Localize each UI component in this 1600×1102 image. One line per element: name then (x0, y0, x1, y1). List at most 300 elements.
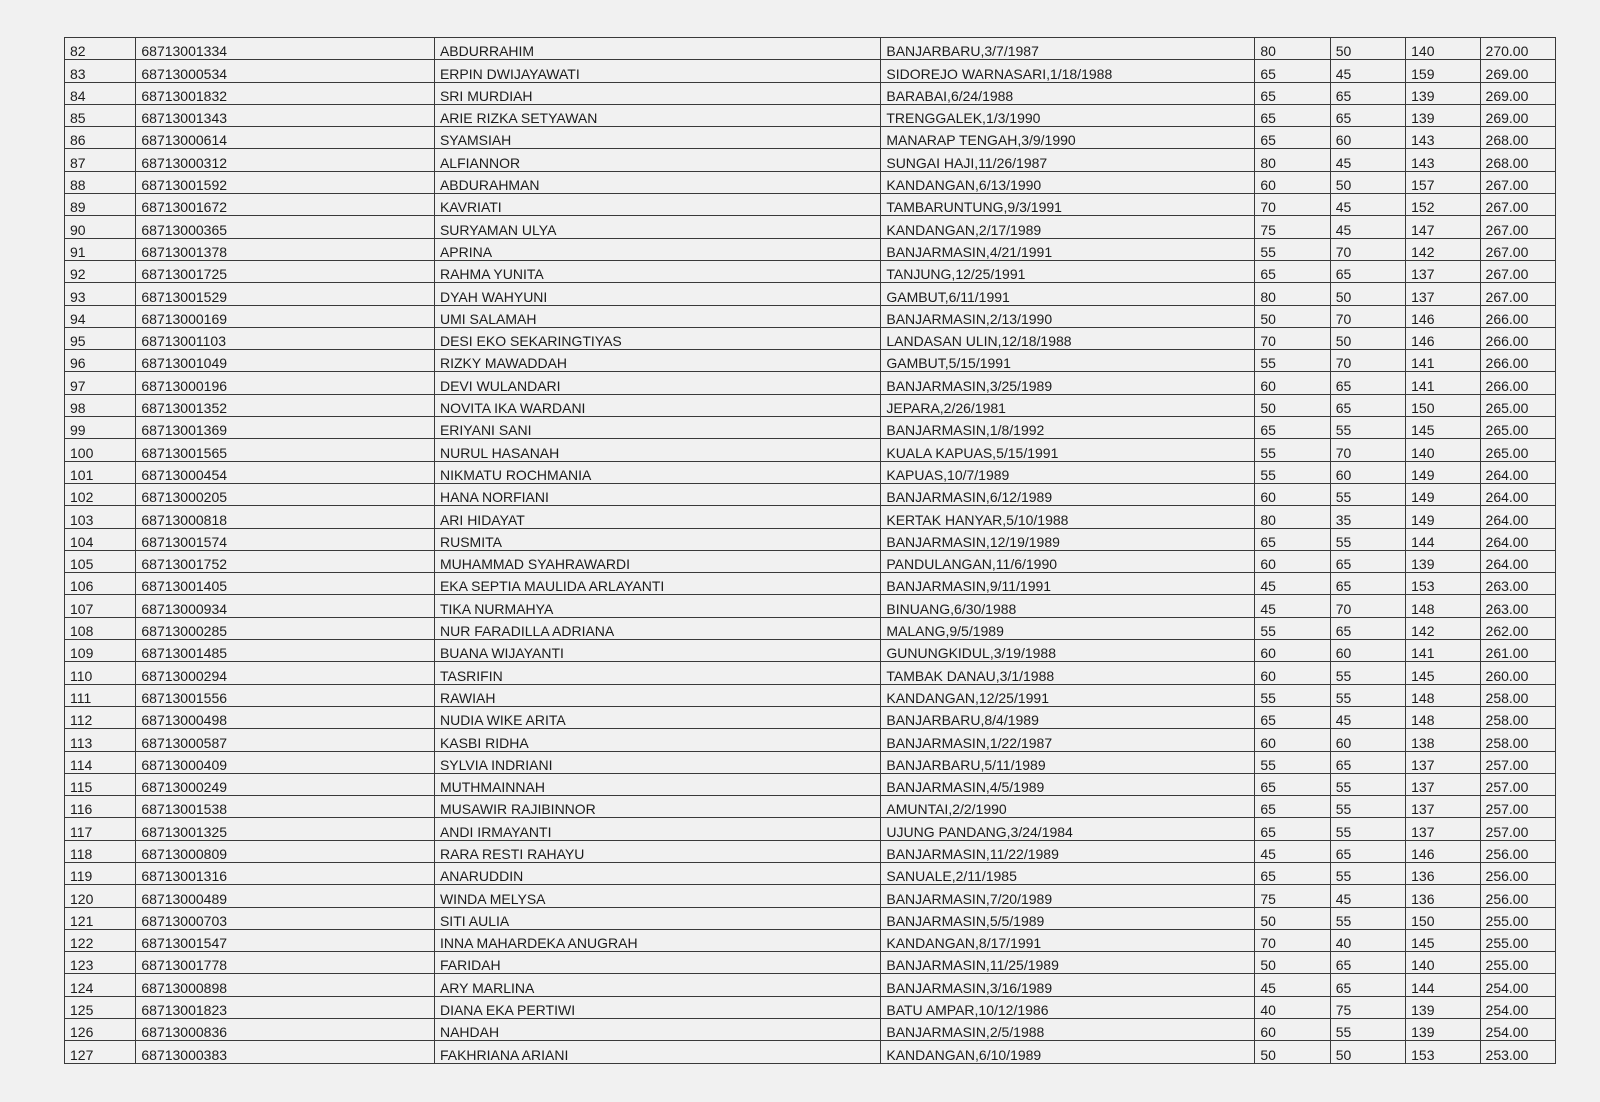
score-3-cell (1406, 974, 1480, 996)
name-cell (434, 439, 880, 461)
table-row (65, 1019, 1556, 1041)
score-3-cell (1406, 483, 1480, 505)
birthplace-date-cell (881, 283, 1255, 305)
score-2-cell (1330, 907, 1405, 929)
name-cell (434, 550, 880, 572)
name-text: HANA NORFIANI (439, 489, 549, 506)
score-3-cell (1406, 996, 1480, 1018)
score-3-text: 137 (1411, 266, 1435, 283)
score-3-text: 141 (1411, 377, 1435, 394)
name-text: DIANA EKA PERTIWI (439, 1002, 576, 1019)
score-3-cell (1406, 305, 1480, 327)
total-score-cell (1480, 194, 1555, 216)
score-2-text: 50 (1335, 1046, 1352, 1063)
total-score-cell (1480, 283, 1555, 305)
birthplace-date-text: BANJARMASIN,2/13/1990 (886, 310, 1053, 327)
total-score-text: 264.00 (1485, 466, 1529, 483)
participant-id-text: 68713000294 (141, 667, 228, 684)
score-3-cell (1406, 1041, 1480, 1063)
participant-id-cell (136, 640, 435, 662)
score-3-cell (1406, 1019, 1480, 1041)
score-1-cell (1255, 640, 1330, 662)
participant-id-text: 68713001547 (141, 935, 228, 952)
score-2-cell (1330, 417, 1405, 439)
score-2-text: 60 (1335, 132, 1352, 149)
table-row (65, 773, 1556, 795)
participant-id-text: 68713001369 (141, 422, 228, 439)
score-1-text: 70 (1260, 199, 1276, 216)
row-number-text: 102 (70, 489, 94, 506)
score-1-text: 50 (1260, 400, 1276, 417)
score-2-cell (1330, 194, 1405, 216)
participant-id-cell (136, 38, 435, 60)
name-text: FAKHRIANA ARIANI (439, 1046, 569, 1063)
score-3-text: 136 (1411, 890, 1435, 907)
score-2-text: 55 (1335, 533, 1352, 550)
row-number-cell (65, 461, 136, 483)
name-text: ARIE RIZKA SETYAWAN (439, 110, 598, 127)
total-score-cell (1480, 684, 1555, 706)
row-number-cell (65, 417, 136, 439)
score-1-cell (1255, 417, 1330, 439)
score-2-cell (1330, 528, 1405, 550)
score-3-cell (1406, 394, 1480, 416)
row-number-cell (65, 127, 136, 149)
score-2-cell (1330, 706, 1405, 728)
name-cell (434, 1019, 880, 1041)
score-1-cell (1255, 662, 1330, 684)
score-1-text: 45 (1260, 600, 1276, 617)
row-number-cell (65, 706, 136, 728)
birthplace-date-text: KERTAK HANYAR,5/10/1988 (886, 511, 1069, 528)
birthplace-date-cell (881, 929, 1255, 951)
name-text: ALFIANNOR (439, 154, 521, 171)
score-1-cell (1255, 394, 1330, 416)
birthplace-date-cell (881, 885, 1255, 907)
row-number-text: 124 (70, 979, 94, 996)
row-number-cell (65, 640, 136, 662)
participant-id-cell (136, 684, 435, 706)
total-score-cell (1480, 751, 1555, 773)
table-row (65, 796, 1556, 818)
score-1-cell (1255, 439, 1330, 461)
score-2-cell (1330, 662, 1405, 684)
score-1-cell (1255, 216, 1330, 238)
score-1-text: 60 (1260, 556, 1276, 573)
score-3-cell (1406, 573, 1480, 595)
score-1-cell (1255, 595, 1330, 617)
score-1-cell (1255, 194, 1330, 216)
participant-id-cell (136, 149, 435, 171)
row-number-cell (65, 439, 136, 461)
results-table (64, 37, 1556, 1064)
score-3-cell (1406, 684, 1480, 706)
birthplace-date-cell (881, 394, 1255, 416)
row-number-cell (65, 595, 136, 617)
birthplace-date-text: KAPUAS,10/7/1989 (886, 466, 1010, 483)
name-cell (434, 974, 880, 996)
score-1-text: 55 (1260, 689, 1276, 706)
birthplace-date-cell (881, 550, 1255, 572)
table-row (65, 461, 1556, 483)
score-2-text: 65 (1335, 266, 1352, 283)
score-3-cell (1406, 640, 1480, 662)
participant-id-text: 68713001529 (141, 288, 228, 305)
participant-id-text: 68713001405 (141, 578, 228, 595)
row-number-text: 82 (70, 43, 86, 60)
participant-id-text: 68713000498 (141, 712, 228, 729)
name-cell (434, 885, 880, 907)
birthplace-date-text: TANJUNG,12/25/1991 (886, 266, 1026, 283)
birthplace-date-text: KANDANGAN,8/17/1991 (886, 935, 1042, 952)
score-1-cell (1255, 305, 1330, 327)
score-3-cell (1406, 773, 1480, 795)
table-row (65, 595, 1556, 617)
score-2-text: 45 (1335, 221, 1352, 238)
table-row (65, 640, 1556, 662)
row-number-text: 100 (70, 444, 94, 461)
score-2-text: 40 (1335, 935, 1352, 952)
row-number-text: 90 (70, 221, 86, 238)
score-2-cell (1330, 840, 1405, 862)
participant-id-cell (136, 171, 435, 193)
participant-id-cell (136, 104, 435, 126)
birthplace-date-text: BANJARMASIN,1/8/1992 (886, 422, 1045, 439)
score-1-text: 60 (1260, 667, 1276, 684)
name-text: DEVI WULANDARI (439, 377, 561, 394)
total-score-cell (1480, 439, 1555, 461)
table-row (65, 417, 1556, 439)
score-1-text: 80 (1260, 154, 1276, 171)
score-3-cell (1406, 617, 1480, 639)
score-3-cell (1406, 439, 1480, 461)
score-2-text: 65 (1335, 623, 1352, 640)
row-number-cell (65, 350, 136, 372)
participant-id-text: 68713001752 (141, 556, 228, 573)
score-1-text: 55 (1260, 623, 1276, 640)
score-3-text: 137 (1411, 823, 1435, 840)
table-row (65, 706, 1556, 728)
total-score-cell (1480, 238, 1555, 260)
name-text: WINDA MELYSA (439, 890, 546, 907)
total-score-cell (1480, 417, 1555, 439)
row-number-text: 118 (70, 845, 93, 862)
row-number-cell (65, 929, 136, 951)
participant-id-cell (136, 573, 435, 595)
birthplace-date-text: UJUNG PANDANG,3/24/1984 (886, 823, 1073, 840)
name-cell (434, 171, 880, 193)
participant-id-text: 68713001049 (141, 355, 228, 372)
score-1-text: 65 (1260, 266, 1276, 283)
name-cell (434, 573, 880, 595)
score-2-text: 55 (1335, 689, 1352, 706)
score-1-text: 50 (1260, 912, 1276, 929)
name-text: NIKMATU ROCHMANIA (439, 466, 592, 483)
participant-id-text: 68713000169 (141, 310, 228, 327)
row-number-cell (65, 238, 136, 260)
score-2-text: 45 (1335, 154, 1352, 171)
row-number-text: 116 (70, 801, 93, 818)
score-1-cell (1255, 550, 1330, 572)
table-row (65, 283, 1556, 305)
participant-id-cell (136, 1019, 435, 1041)
score-1-text: 65 (1260, 422, 1276, 439)
participant-id-text: 68713001334 (141, 43, 228, 60)
row-number-text: 127 (70, 1046, 94, 1063)
name-cell (434, 461, 880, 483)
birthplace-date-cell (881, 729, 1255, 751)
total-score-text: 267.00 (1485, 177, 1529, 194)
birthplace-date-cell (881, 350, 1255, 372)
name-cell (434, 751, 880, 773)
score-2-cell (1330, 60, 1405, 82)
score-1-text: 65 (1260, 533, 1276, 550)
participant-id-text: 68713000614 (141, 132, 228, 149)
total-score-cell (1480, 305, 1555, 327)
score-3-cell (1406, 461, 1480, 483)
score-2-cell (1330, 38, 1405, 60)
birthplace-date-cell (881, 573, 1255, 595)
participant-id-cell (136, 483, 435, 505)
score-3-cell (1406, 127, 1480, 149)
score-2-text: 55 (1335, 779, 1352, 796)
table-row (65, 171, 1556, 193)
score-2-text: 55 (1335, 489, 1352, 506)
score-3-cell (1406, 506, 1480, 528)
row-number-cell (65, 260, 136, 282)
name-text: SURYAMAN ULYA (439, 221, 557, 238)
total-score-cell (1480, 796, 1555, 818)
score-3-cell (1406, 216, 1480, 238)
score-1-cell (1255, 506, 1330, 528)
row-number-cell (65, 885, 136, 907)
name-text: ERIYANI SANI (439, 422, 532, 439)
score-3-text: 149 (1411, 511, 1435, 528)
name-cell (434, 506, 880, 528)
row-number-cell (65, 818, 136, 840)
birthplace-date-cell (881, 974, 1255, 996)
birthplace-date-text: BANJARMASIN,12/19/1989 (886, 533, 1060, 550)
score-2-cell (1330, 796, 1405, 818)
total-score-cell (1480, 862, 1555, 884)
score-2-cell (1330, 929, 1405, 951)
score-3-text: 146 (1411, 333, 1435, 350)
participant-id-cell (136, 773, 435, 795)
table-row (65, 573, 1556, 595)
name-cell (434, 60, 880, 82)
birthplace-date-text: BANJARMASIN,4/21/1991 (886, 243, 1053, 260)
total-score-cell (1480, 952, 1555, 974)
score-3-text: 138 (1411, 734, 1435, 751)
score-3-text: 142 (1411, 623, 1435, 640)
total-score-text: 268.00 (1485, 154, 1529, 171)
score-3-cell (1406, 238, 1480, 260)
name-cell (434, 149, 880, 171)
score-2-cell (1330, 82, 1405, 104)
score-1-cell (1255, 461, 1330, 483)
score-1-cell (1255, 171, 1330, 193)
score-2-text: 60 (1335, 466, 1352, 483)
row-number-cell (65, 662, 136, 684)
birthplace-date-cell (881, 684, 1255, 706)
table-row (65, 974, 1556, 996)
score-3-text: 146 (1411, 310, 1435, 327)
row-number-text: 122 (70, 935, 94, 952)
participant-id-cell (136, 417, 435, 439)
total-score-text: 255.00 (1485, 912, 1529, 929)
score-1-cell (1255, 372, 1330, 394)
participant-id-cell (136, 283, 435, 305)
row-number-cell (65, 617, 136, 639)
participant-id-cell (136, 60, 435, 82)
name-text: INNA MAHARDEKA ANUGRAH (439, 935, 638, 952)
score-1-text: 65 (1260, 823, 1276, 840)
row-number-cell (65, 327, 136, 349)
participant-id-text: 68713001538 (141, 801, 228, 818)
table-row (65, 327, 1556, 349)
score-1-cell (1255, 1019, 1330, 1041)
score-1-text: 55 (1260, 756, 1276, 773)
name-cell (434, 283, 880, 305)
total-score-cell (1480, 617, 1555, 639)
score-2-cell (1330, 394, 1405, 416)
total-score-text: 255.00 (1485, 957, 1529, 974)
score-1-text: 45 (1260, 578, 1276, 595)
score-2-text: 70 (1335, 310, 1352, 327)
birthplace-date-cell (881, 260, 1255, 282)
name-text: TASRIFIN (439, 667, 503, 684)
participant-id-cell (136, 394, 435, 416)
row-number-cell (65, 149, 136, 171)
score-1-text: 45 (1260, 845, 1276, 862)
birthplace-date-text: SIDOREJO WARNASARI,1/18/1988 (886, 65, 1113, 82)
score-2-cell (1330, 1041, 1405, 1063)
score-3-text: 136 (1411, 868, 1435, 885)
name-cell (434, 706, 880, 728)
row-number-text: 111 (70, 689, 92, 706)
score-3-cell (1406, 104, 1480, 126)
row-number-text: 114 (70, 756, 93, 773)
participant-id-cell (136, 350, 435, 372)
score-1-cell (1255, 818, 1330, 840)
score-3-cell (1406, 929, 1480, 951)
table-row (65, 907, 1556, 929)
table-row (65, 60, 1556, 82)
table-row (65, 394, 1556, 416)
score-1-text: 65 (1260, 801, 1276, 818)
name-text: NOVITA IKA WARDANI (439, 400, 586, 417)
score-1-cell (1255, 60, 1330, 82)
name-text: RAWIAH (439, 689, 496, 706)
total-score-cell (1480, 260, 1555, 282)
score-2-text: 65 (1335, 400, 1352, 417)
participant-id-text: 68713001565 (141, 444, 228, 461)
score-3-text: 139 (1411, 1024, 1435, 1041)
score-1-cell (1255, 974, 1330, 996)
score-2-cell (1330, 573, 1405, 595)
score-3-cell (1406, 171, 1480, 193)
total-score-cell (1480, 372, 1555, 394)
score-2-text: 45 (1335, 199, 1352, 216)
score-3-text: 143 (1411, 154, 1435, 171)
score-1-text: 75 (1260, 221, 1276, 238)
score-1-text: 40 (1260, 1002, 1276, 1019)
score-1-text: 55 (1260, 444, 1276, 461)
score-1-text: 65 (1260, 110, 1276, 127)
row-number-text: 95 (70, 333, 86, 350)
total-score-cell (1480, 706, 1555, 728)
birthplace-date-cell (881, 907, 1255, 929)
total-score-cell (1480, 82, 1555, 104)
name-cell (434, 216, 880, 238)
score-2-cell (1330, 283, 1405, 305)
birthplace-date-text: TAMBARUNTUNG,9/3/1991 (886, 199, 1062, 216)
total-score-text: 269.00 (1485, 110, 1529, 127)
birthplace-date-text: AMUNTAI,2/2/1990 (886, 801, 1007, 818)
birthplace-date-cell (881, 773, 1255, 795)
total-score-cell (1480, 907, 1555, 929)
score-2-cell (1330, 640, 1405, 662)
participant-id-cell (136, 216, 435, 238)
name-text: ANARUDDIN (439, 868, 524, 885)
score-2-text: 65 (1335, 556, 1352, 573)
name-text: SYAMSIAH (439, 132, 512, 149)
row-number-text: 84 (70, 87, 86, 104)
score-2-cell (1330, 818, 1405, 840)
total-score-text: 267.00 (1485, 243, 1529, 260)
name-cell (434, 483, 880, 505)
birthplace-date-text: TRENGGALEK,1/3/1990 (886, 110, 1041, 127)
score-2-text: 65 (1335, 578, 1352, 595)
row-number-cell (65, 60, 136, 82)
participant-id-cell (136, 729, 435, 751)
birthplace-date-cell (881, 1019, 1255, 1041)
table-row (65, 840, 1556, 862)
total-score-text: 264.00 (1485, 533, 1529, 550)
participant-id-text: 68713001103 (141, 333, 226, 350)
total-score-text: 261.00 (1485, 645, 1529, 662)
score-1-cell (1255, 327, 1330, 349)
score-2-text: 55 (1335, 422, 1352, 439)
score-1-cell (1255, 149, 1330, 171)
row-number-text: 105 (70, 556, 94, 573)
participant-id-cell (136, 706, 435, 728)
score-3-cell (1406, 751, 1480, 773)
score-3-cell (1406, 149, 1480, 171)
total-score-cell (1480, 149, 1555, 171)
score-1-cell (1255, 952, 1330, 974)
birthplace-date-text: BANJARMASIN,5/5/1989 (886, 912, 1045, 929)
birthplace-date-text: JEPARA,2/26/1981 (886, 400, 1006, 417)
score-3-cell (1406, 662, 1480, 684)
birthplace-date-cell (881, 1041, 1255, 1063)
total-score-cell (1480, 662, 1555, 684)
score-2-text: 55 (1335, 823, 1352, 840)
row-number-text: 110 (70, 667, 93, 684)
score-2-cell (1330, 127, 1405, 149)
row-number-cell (65, 171, 136, 193)
participant-id-text: 68713001316 (141, 868, 228, 885)
birthplace-date-text: BANJARMASIN,11/25/1989 (886, 957, 1059, 974)
score-1-text: 50 (1260, 957, 1276, 974)
row-number-text: 106 (70, 578, 94, 595)
birthplace-date-text: BANJARBARU,3/7/1987 (886, 43, 1039, 60)
row-number-cell (65, 483, 136, 505)
birthplace-date-cell (881, 952, 1255, 974)
participant-id-text: 68713001832 (141, 87, 228, 104)
total-score-text: 267.00 (1485, 266, 1529, 283)
score-2-cell (1330, 260, 1405, 282)
